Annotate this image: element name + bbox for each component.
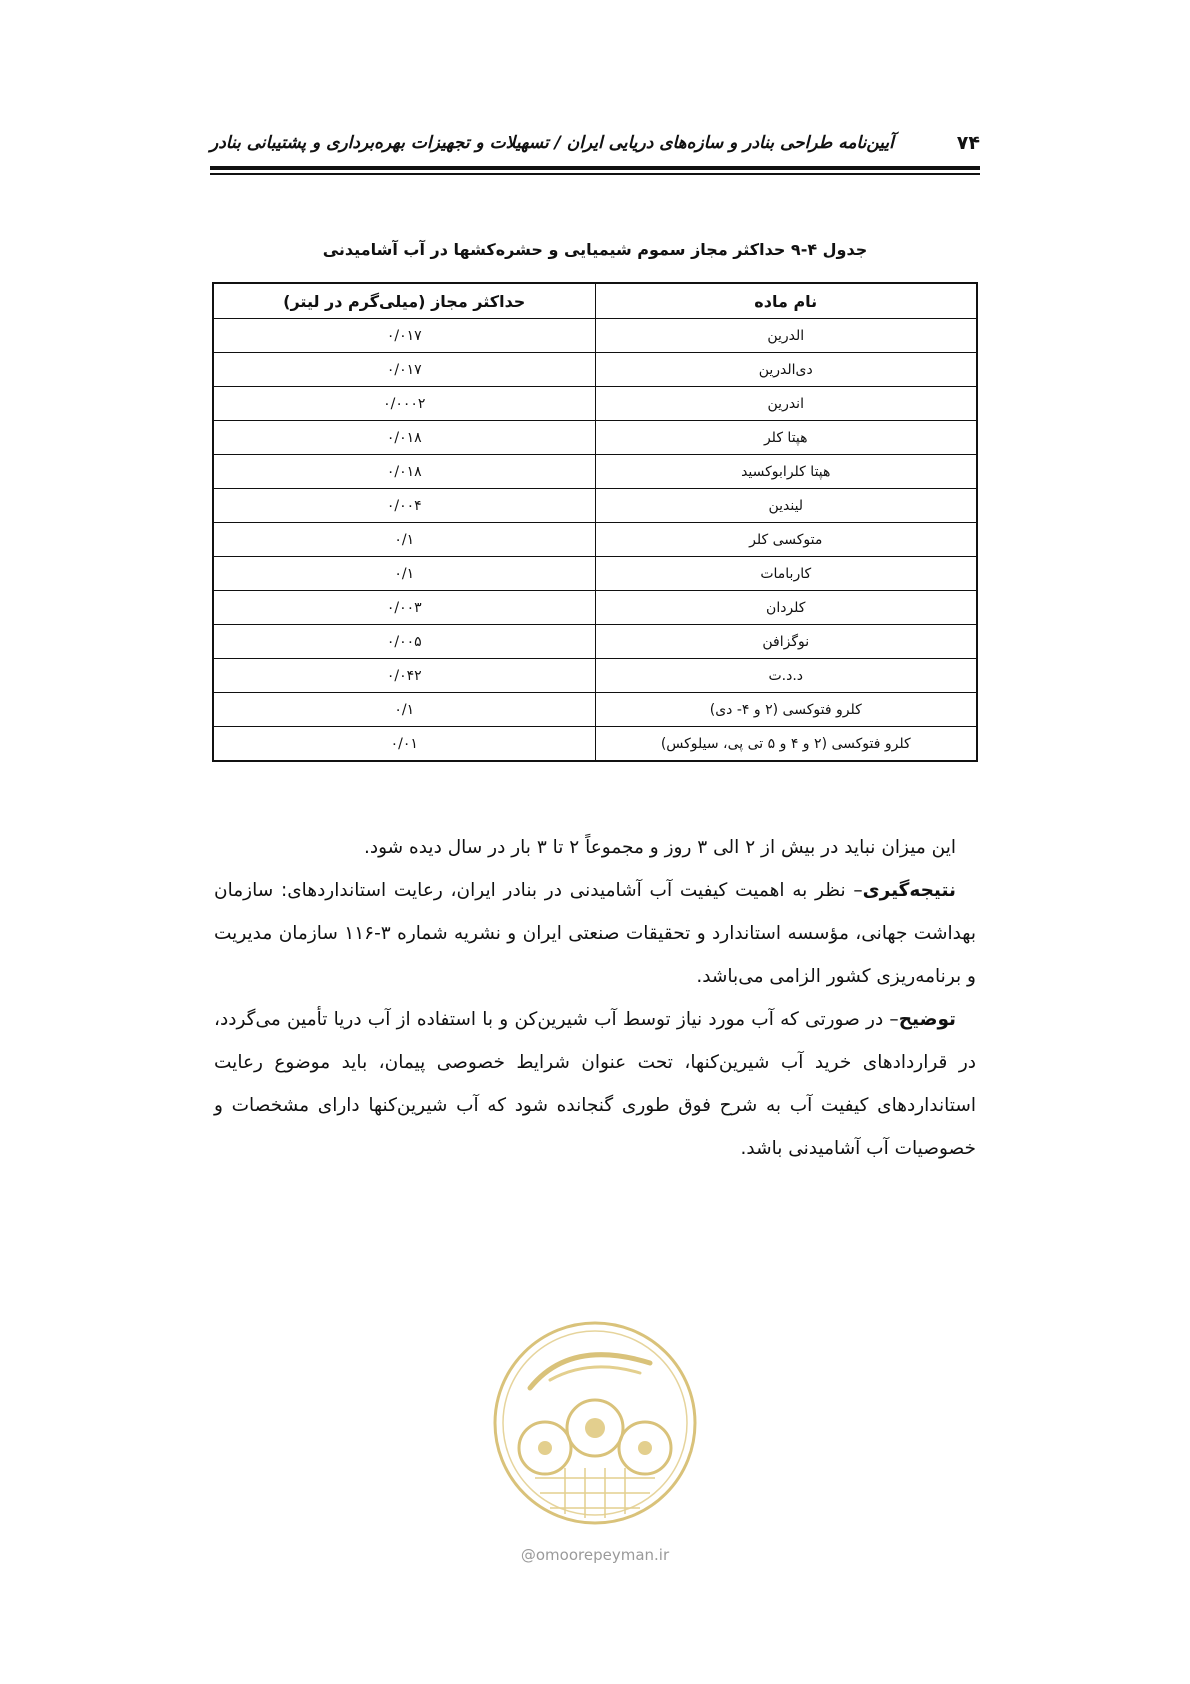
- table-caption: جدول ۴-۹ حداکثر مجاز سموم شیمیایی و حشره‌کشها در آب آشامیدنی: [322, 240, 868, 259]
- max-allowed-value: ۰/۰۰۳: [213, 591, 595, 625]
- max-allowed-value: ۰/۱: [213, 557, 595, 591]
- running-title: آیین‌نامه طراحی بنادر و سازه‌های دریایی ایران / تسهیلات و تجهیزات بهره‌برداری و پشتیبانی بنادر: [210, 133, 894, 153]
- conclusion-text: – نظر به اهمیت کیفیت آب آشامیدنی در بنادر ایران، رعایت استانداردهای: سازمان بهداشت جهانی، مؤسسه استاندارد و تحقیقات صنعتی ایران و نشریه شماره ۳-۱۱۶ سازمان مدیریت و برنامه‌ریزی کشور الزامی می‌باشد.: [214, 880, 976, 987]
- substance-name: د.د.ت: [595, 659, 977, 693]
- max-allowed-value: ۰/۰۱۸: [213, 421, 595, 455]
- max-allowed-value: ۰/۱: [213, 523, 595, 557]
- table-row: [213, 625, 977, 659]
- substance-name: متوکسی کلر: [595, 523, 977, 557]
- header-max-allowed: حداکثر مجاز (میلی‌گرم در لیتر): [213, 283, 595, 319]
- table-row: [213, 319, 977, 353]
- max-allowed-value: ۰/۰۰۵: [213, 625, 595, 659]
- header-substance-name: نام ماده: [595, 283, 977, 319]
- table-row: [213, 727, 977, 762]
- paragraph-conclusion: [214, 869, 976, 998]
- page-number: ۷۴: [956, 132, 980, 154]
- table-row: [213, 693, 977, 727]
- paragraph-frequency: این میزان نباید در بیش از ۲ الی ۳ روز و مجموعاً ۲ تا ۳ بار در سال دیده شود.: [363, 837, 956, 858]
- paragraph-note: [214, 998, 976, 1170]
- substance-name: نوگزافن: [595, 625, 977, 659]
- page-header: [210, 128, 980, 158]
- max-allowed-value: ۰/۰۴۲: [213, 659, 595, 693]
- substance-name: اندرین: [595, 387, 977, 421]
- substance-name: کلرو فتوکسی (۲ و ۴ و ۵ تی پی، سیلوکس): [595, 727, 977, 762]
- table-row: [213, 489, 977, 523]
- max-allowed-value: ۰/۰۰۴: [213, 489, 595, 523]
- note-label: توضیح: [898, 1009, 956, 1030]
- website-text: omoorepeyman.ir: [535, 1546, 670, 1564]
- header-rule-thin: [210, 173, 980, 175]
- table-row: [213, 455, 977, 489]
- substance-name: دی‌الدرین: [595, 353, 977, 387]
- max-allowed-value: ۰/۰۱۷: [213, 353, 595, 387]
- substance-name: هپتا کلر: [595, 421, 977, 455]
- table-row: [213, 353, 977, 387]
- table-row: [213, 387, 977, 421]
- max-allowed-value: ۰/۰۱۸: [213, 455, 595, 489]
- max-allowed-value: ۰/۱: [213, 693, 595, 727]
- table-row: [213, 523, 977, 557]
- watermark-seal-logo: [490, 1318, 700, 1528]
- body-text: [214, 826, 976, 1170]
- substance-name: کلردان: [595, 591, 977, 625]
- substance-name: الدرین: [595, 319, 977, 353]
- substance-name: کلرو فتوکسی (۲ و ۴- دی): [595, 693, 977, 727]
- table-row: [213, 659, 977, 693]
- substance-name: لیندین: [595, 489, 977, 523]
- note-text: – در صورتی که آب مورد نیاز توسط آب شیرین‌کن و با استفاده از آب دریا تأمین می‌گردد، در قراردادهای خرید آب شیرین‌کنها، تحت عنوان شرایط خصوصی پیمان، باید موضوع رعایت استانداردهای کیفیت آب به شرح فوق طوری گنجانده شود که آب شیرین‌کنها دارای مشخصات و خصوصیات آب آشامیدنی باشد.: [214, 1009, 976, 1159]
- table-row: [213, 557, 977, 591]
- conclusion-label: نتیجه‌گیری: [862, 880, 956, 901]
- substance-name: کاربامات: [595, 557, 977, 591]
- table-row: [213, 591, 977, 625]
- watermark-website: @omoorepeyman.ir: [520, 1546, 670, 1564]
- max-allowed-value: ۰/۰۱۷: [213, 319, 595, 353]
- table-header-row: [213, 283, 977, 319]
- toxins-table: [212, 282, 978, 762]
- max-allowed-value: ۰/۰۱: [213, 727, 595, 762]
- table-row: [213, 421, 977, 455]
- max-allowed-value: ۰/۰۰۰۲: [213, 387, 595, 421]
- header-rule-thick: [210, 166, 980, 170]
- substance-name: هپتا کلرابوکسید: [595, 455, 977, 489]
